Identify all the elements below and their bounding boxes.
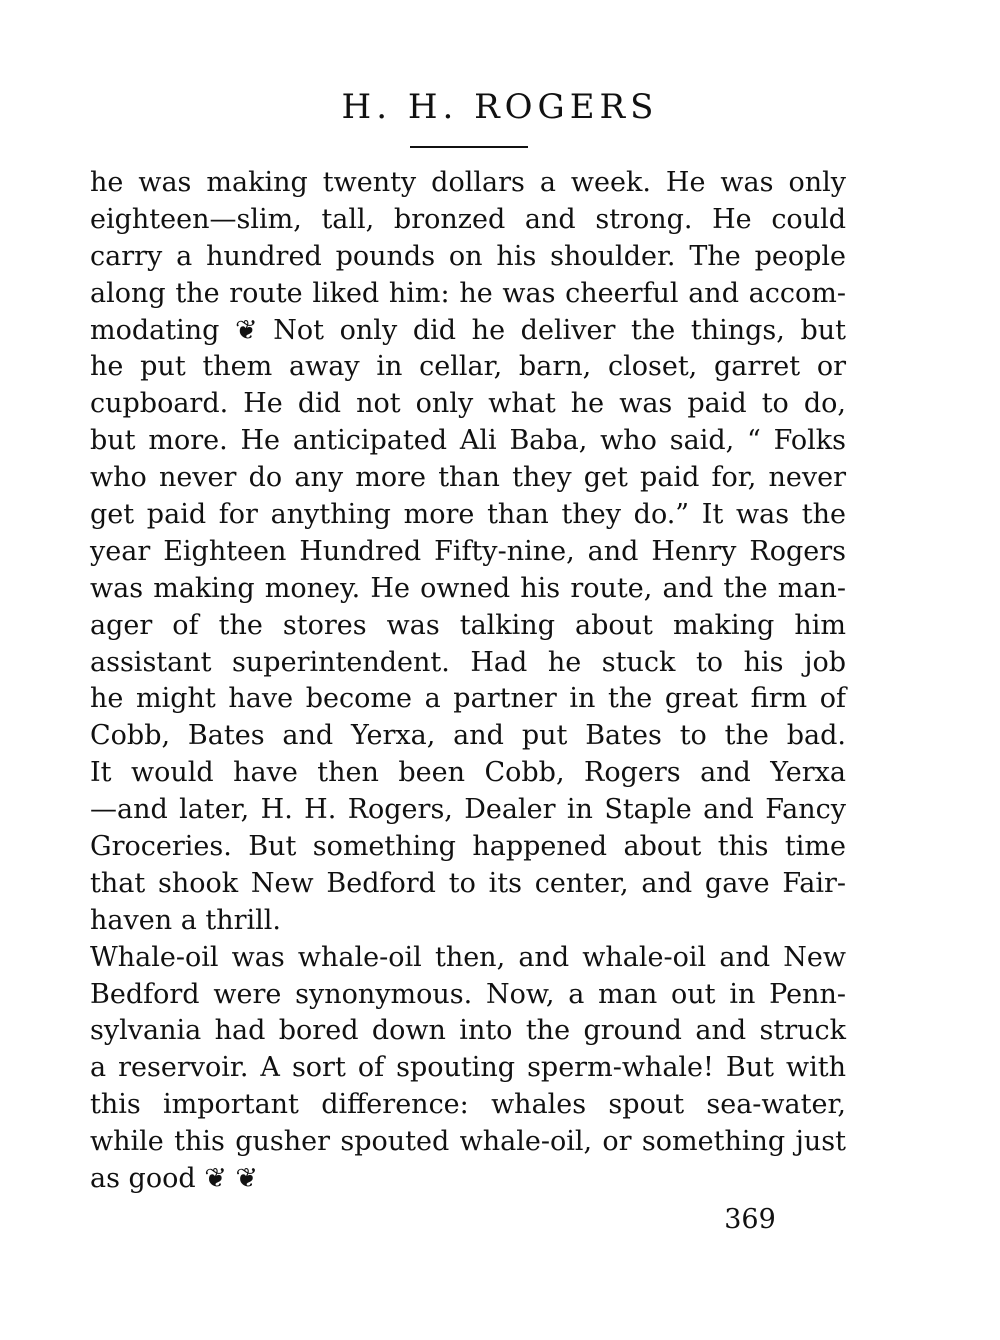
text-line: eighteen—slim, tall, bronzed and strong. He could (90, 203, 846, 235)
text-line: Groceries. But something happened about this time (90, 831, 846, 863)
text-line: Whale-oil was whale-oil then, and whale-oil and New (90, 941, 846, 973)
text-line: he might have become a partner in the great firm of (90, 683, 846, 715)
text-line: modating ❦ Not only did he deliver the things, but (90, 314, 846, 346)
text-line: year Eighteen Hundred Fifty-nine, and Henry Rogers (90, 535, 846, 567)
text-line: that shook New Bedford to its center, and gave Fair- (90, 867, 846, 899)
text-line: he put them away in cellar, barn, closet, garret or (90, 351, 846, 383)
text-line: this important difference: whales spout sea-water, (90, 1089, 846, 1121)
text-line: ager of the stores was talking about making him (90, 609, 846, 641)
text-line: he was making twenty dollars a week. He was only (90, 167, 846, 198)
text-line: sylvania had bored down into the ground and struck (90, 1015, 846, 1047)
text-line: Cobb, Bates and Yerxa, and put Bates to the bad. (90, 720, 846, 752)
text-line: Bedford were synonymous. Now, a man out in Penn- (90, 978, 846, 1010)
text-line: It would have then been Cobb, Rogers and Yerxa (90, 757, 846, 789)
text-line: along the route liked him: he was cheerful and accom- (90, 277, 846, 309)
title-rule (410, 146, 528, 148)
text-line: while this gusher spouted whale-oil, or something just (90, 1126, 846, 1158)
text-line: haven a thrill. (90, 904, 282, 936)
text-line: —and later, H. H. Rogers, Dealer in Staple and Fancy (90, 794, 846, 826)
text-line: as good ❦ ❦ (90, 1163, 259, 1195)
text-line: carry a hundred pounds on his shoulder. The people (90, 240, 846, 272)
text-line: who never do any more than they get paid for, never (90, 462, 846, 494)
text-line: but more. He anticipated Ali Baba, who said, “ Folks (90, 425, 846, 457)
body-text (90, 165, 846, 1198)
page-number: 369 (724, 1204, 776, 1235)
text-line: a reservoir. A sort of spouting sperm-whale! But with (90, 1052, 846, 1084)
text-line: get paid for anything more than they do.” It was the (90, 499, 846, 531)
text-line: cupboard. He did not only what he was paid to do, (90, 388, 846, 420)
page-title: H. H. ROGERS (341, 87, 659, 127)
text-line: was making money. He owned his route, and the man- (90, 572, 846, 604)
text-line: assistant superintendent. Had he stuck to his job (90, 646, 846, 678)
